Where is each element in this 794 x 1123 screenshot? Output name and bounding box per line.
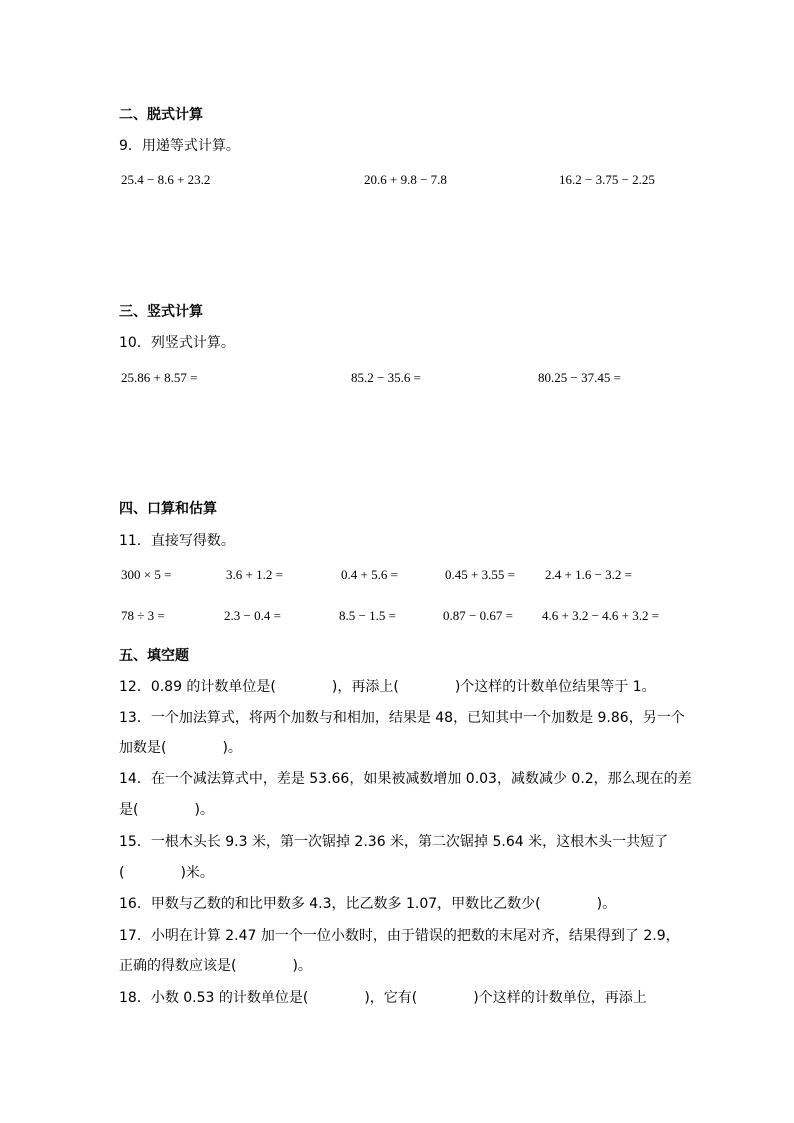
question-14-line-2: 是( )。 [119, 802, 214, 818]
question-15-line-1: 15．一根木头长 9.3 米，第一次锯掉 2.36 米，第二次锯掉 5.64 米，这根木头一共短了 [119, 834, 669, 850]
question-10-prompt: 10．列竖式计算。 [119, 335, 235, 351]
question-9-prompt: 9．用递等式计算。 [119, 138, 240, 154]
question-12: 12．0.89 的计数单位是( )，再添上( )个这样的计数单位结果等于 1。 [119, 679, 656, 695]
section-heading-3: 三、竖式计算 [119, 304, 203, 320]
section-heading-5: 五、填空题 [119, 648, 189, 664]
q11-row1-expr-1: 300 × 5 = [121, 567, 172, 582]
q9-expr-1: 25.4 − 8.6 + 23.2 [121, 172, 211, 187]
question-14-line-1: 14．在一个减法算式中，差是 53.66，如果被减数增加 0.03，减数减少 0.2，那么现在的差 [119, 771, 692, 787]
q11-row1-expr-5: 2.4 + 1.6 − 3.2 = [545, 567, 632, 582]
q11-row1-expr-2: 3.6 + 1.2 = [226, 567, 283, 582]
q11-row2-expr-1: 78 ÷ 3 = [121, 608, 165, 623]
question-17-line-2: 正确的得数应该是( )。 [119, 958, 312, 974]
q11-row1-expr-3: 0.4 + 5.6 = [341, 567, 398, 582]
question-17-line-1: 17．小明在计算 2.47 加一个一位小数时，由于错误的把数的末尾对齐，结果得到了 2.9， [119, 928, 680, 944]
q10-expr-1: 25.86 + 8.57 = [121, 370, 198, 385]
question-18-line-1: 18．小数 0.53 的计数单位是( )，它有( )个这样的计数单位，再添上 [119, 990, 647, 1006]
q11-row1-expr-4: 0.45 + 3.55 = [445, 567, 515, 582]
q9-expr-3: 16.2 − 3.75 − 2.25 [559, 172, 655, 187]
q10-expr-2: 85.2 − 35.6 = [351, 370, 421, 385]
section-heading-4: 四、口算和估算 [119, 501, 217, 517]
q11-row2-expr-4: 0.87 − 0.67 = [443, 608, 513, 623]
question-13-line-2: 加数是( )。 [119, 740, 242, 756]
section-heading-2: 二、脱式计算 [119, 107, 203, 123]
question-11-prompt: 11．直接写得数。 [119, 533, 235, 549]
question-15-line-2: ( )米。 [119, 865, 214, 881]
question-13-line-1: 13．一个加法算式，将两个加数与和相加，结果是 48，已知其中一个加数是 9.86，另一个 [119, 710, 685, 726]
q11-row2-expr-5: 4.6 + 3.2 − 4.6 + 3.2 = [542, 608, 660, 623]
q11-row2-expr-3: 8.5 − 1.5 = [339, 608, 396, 623]
q11-row2-expr-2: 2.3 − 0.4 = [224, 608, 281, 623]
question-16: 16．甲数与乙数的和比甲数多 4.3，比乙数多 1.07，甲数比乙数少( )。 [119, 896, 617, 912]
q9-expr-2: 20.6 + 9.8 − 7.8 [364, 172, 447, 187]
q10-expr-3: 80.25 − 37.45 = [538, 370, 621, 385]
